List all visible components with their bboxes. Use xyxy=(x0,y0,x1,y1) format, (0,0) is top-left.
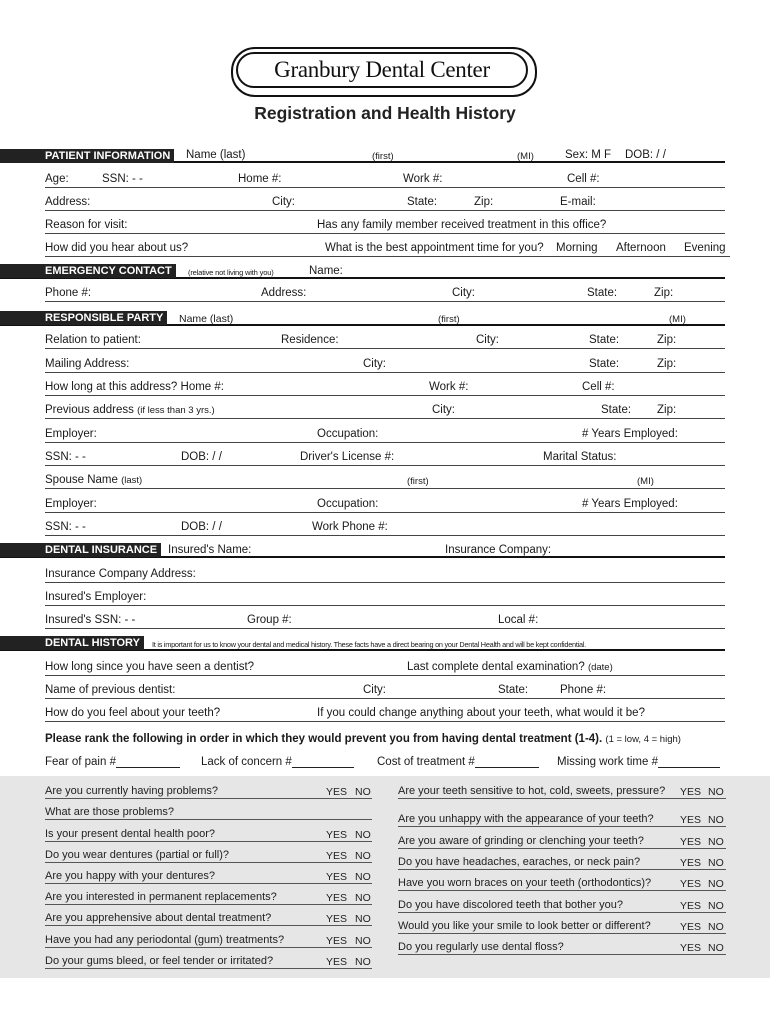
field-line[interactable] xyxy=(45,628,725,629)
no-option[interactable]: NO xyxy=(708,857,724,869)
label-employer: Employer: xyxy=(45,428,97,440)
yes-option[interactable]: YES xyxy=(680,900,702,912)
no-option[interactable]: NO xyxy=(708,786,724,798)
field-line[interactable] xyxy=(45,187,725,188)
label-state: State: xyxy=(601,404,632,416)
label-mailing: Mailing Address: xyxy=(45,358,130,370)
field-line[interactable] xyxy=(45,348,725,349)
question-rule xyxy=(398,826,726,827)
label-feel-teeth: How do you feel about your teeth? xyxy=(45,707,221,719)
label-previous-dentist: Name of previous dentist: xyxy=(45,684,176,696)
label-state: State: xyxy=(498,684,529,696)
field-line[interactable] xyxy=(45,465,725,466)
label-since-dentist: How long since you have seen a dentist? xyxy=(45,661,255,673)
no-option[interactable]: NO xyxy=(355,850,371,862)
label-sex: Sex: M F xyxy=(565,149,612,161)
label-work-phone: Work #: xyxy=(429,381,469,393)
label-spouse-work-phone: Work Phone #: xyxy=(312,521,388,533)
question-label: Have you had any periodontal (gum) treatments? xyxy=(45,934,285,946)
question-label: Are you apprehensive about dental treatment? xyxy=(45,912,272,924)
no-option[interactable]: NO xyxy=(708,814,724,826)
label-relation: Relation to patient: xyxy=(45,334,141,346)
yes-option[interactable]: YES xyxy=(326,956,348,968)
label-city: City: xyxy=(363,684,386,696)
label-state: State: xyxy=(407,196,438,208)
label-city: City: xyxy=(272,196,295,208)
question-rule xyxy=(45,862,372,863)
field-line[interactable] xyxy=(45,418,725,419)
yes-option[interactable]: YES xyxy=(680,878,702,890)
label-emergency-state: State: xyxy=(587,287,618,299)
yes-option[interactable]: YES xyxy=(326,786,348,798)
label-first: (first) xyxy=(372,151,394,162)
yes-option[interactable]: YES xyxy=(680,942,702,954)
question-rule xyxy=(398,848,726,849)
question-label: Would you like your smile to look better or different? xyxy=(398,920,651,932)
question-label: Do you have headaches, earaches, or neck pain? xyxy=(398,856,641,868)
label-insured-name: Insured's Name: xyxy=(168,544,252,556)
rank-cost-of-treatment[interactable]: Cost of treatment # xyxy=(377,756,539,768)
no-option[interactable]: NO xyxy=(708,942,724,954)
label-best-time: What is the best appointment time for you? xyxy=(325,242,544,254)
question-rule xyxy=(398,912,726,913)
label-zip: Zip: xyxy=(657,334,677,346)
label-emergency-note: (relative not living with you) xyxy=(188,268,274,277)
label-occupation: Occupation: xyxy=(317,428,379,440)
label-address: Address: xyxy=(45,196,91,208)
question-rule xyxy=(45,841,372,842)
field-line[interactable] xyxy=(45,233,725,234)
yes-option[interactable]: YES xyxy=(326,935,348,947)
label-dob: DOB: / / xyxy=(625,149,666,161)
label-spouse-employer: Employer: xyxy=(45,498,97,510)
label-responsible-name: Name (last) xyxy=(179,313,234,325)
field-line[interactable] xyxy=(45,442,725,443)
no-option[interactable]: NO xyxy=(708,921,724,933)
label-how-long: How long at this address? Home #: xyxy=(45,381,224,393)
label-cell-phone: Cell #: xyxy=(582,381,615,393)
question-rule xyxy=(45,883,372,884)
label-spouse-mi: (MI) xyxy=(637,476,654,487)
field-line[interactable] xyxy=(45,210,725,211)
question-rule xyxy=(398,869,726,870)
label-spouse-dob: DOB: / / xyxy=(181,521,222,533)
label-spouse-years: # Years Employed: xyxy=(582,498,678,510)
label-zip: Zip: xyxy=(474,196,494,208)
label-local: Local #: xyxy=(498,614,539,626)
label-insurance-address: Insurance Company Address: xyxy=(45,568,196,580)
label-dob: DOB: / / xyxy=(181,451,222,463)
question-rule xyxy=(398,798,726,799)
no-option[interactable]: NO xyxy=(708,900,724,912)
label-last-exam: Last complete dental examination? (date) xyxy=(407,661,613,673)
field-line[interactable] xyxy=(45,488,725,489)
rank-fear-of-pain[interactable]: Fear of pain # xyxy=(45,756,180,768)
yes-option[interactable]: YES xyxy=(680,836,702,848)
yes-option[interactable]: YES xyxy=(326,850,348,862)
question-rule xyxy=(398,933,726,934)
field-line[interactable] xyxy=(45,301,725,302)
question-label: Are your teeth sensitive to hot, cold, sweets, pressure? xyxy=(398,785,666,797)
question-label: Do you have discolored teeth that bother you? xyxy=(398,899,624,911)
section-header-insurance: DENTAL INSURANCE xyxy=(0,543,161,557)
label-history-note: It is important for us to know your dental and medical history. These facts have a direct bearing on your Dental Health and will be kept confidential. xyxy=(152,640,586,649)
question-label: What are those problems? xyxy=(45,806,175,818)
label-state: State: xyxy=(589,334,620,346)
no-option[interactable]: NO xyxy=(355,892,371,904)
label-change-teeth: If you could change anything about your teeth, what would it be? xyxy=(317,707,645,719)
no-option[interactable]: NO xyxy=(355,913,371,925)
label-name-last: Name (last) xyxy=(186,149,246,161)
yes-option[interactable]: YES xyxy=(326,829,348,841)
option-afternoon[interactable]: Afternoon xyxy=(616,242,666,254)
question-label: Are you unhappy with the appearance of your teeth? xyxy=(398,813,654,825)
label-city: City: xyxy=(363,358,386,370)
label-hear-about: How did you hear about us? xyxy=(45,242,189,254)
field-line[interactable] xyxy=(45,698,725,699)
yes-option[interactable]: YES xyxy=(680,921,702,933)
label-insured-ssn: Insured's SSN: - - xyxy=(45,614,136,626)
label-city: City: xyxy=(476,334,499,346)
section-header-emergency: EMERGENCY CONTACT xyxy=(0,264,176,278)
question-label: Do you regularly use dental floss? xyxy=(398,941,564,953)
label-responsible-mi: (MI) xyxy=(669,314,686,325)
yes-option[interactable]: YES xyxy=(326,871,348,883)
question-rule xyxy=(45,925,372,926)
question-label: Are you interested in permanent replacements? xyxy=(45,891,277,903)
label-years-employed: # Years Employed: xyxy=(582,428,678,440)
logo-text: Granbury Dental Center xyxy=(236,52,528,88)
question-rule xyxy=(45,798,372,799)
label-city: City: xyxy=(432,404,455,416)
no-option[interactable]: NO xyxy=(355,871,371,883)
label-emergency-name: Name: xyxy=(309,265,343,277)
section-header-responsible: RESPONSIBLE PARTY xyxy=(0,311,167,325)
field-line[interactable] xyxy=(45,372,725,373)
rank-missing-work[interactable]: Missing work time # xyxy=(557,756,720,768)
label-spouse-occupation: Occupation: xyxy=(317,498,379,510)
no-option[interactable]: NO xyxy=(355,829,371,841)
label-age: Age: xyxy=(45,173,69,185)
question-rule xyxy=(45,968,372,969)
question-label: Are you happy with your dentures? xyxy=(45,870,215,882)
label-work-phone: Work #: xyxy=(403,173,443,185)
label-email: E-mail: xyxy=(560,196,596,208)
yes-option[interactable]: YES xyxy=(680,814,702,826)
no-option[interactable]: NO xyxy=(355,935,371,947)
question-label: Do your gums bleed, or feel tender or irritated? xyxy=(45,955,274,967)
label-group: Group #: xyxy=(247,614,292,626)
rank-lack-of-concern[interactable]: Lack of concern # xyxy=(201,756,354,768)
no-option[interactable]: NO xyxy=(355,956,371,968)
label-emergency-phone: Phone #: xyxy=(45,287,92,299)
label-spouse-ssn: SSN: - - xyxy=(45,521,86,533)
question-rule xyxy=(398,890,726,891)
label-previous-address: Previous address (if less than 3 yrs.) xyxy=(45,404,215,416)
label-ssn: SSN: - - xyxy=(45,451,86,463)
label-state: State: xyxy=(589,358,620,370)
question-label: Are you aware of grinding or clenching your teeth? xyxy=(398,835,644,847)
field-line[interactable] xyxy=(45,535,725,536)
label-spouse-first: (first) xyxy=(407,476,429,487)
label-reason: Reason for visit: xyxy=(45,219,128,231)
question-rule xyxy=(45,819,372,820)
label-phone: Phone #: xyxy=(560,684,607,696)
question-rule xyxy=(45,947,372,948)
label-insurance-company: Insurance Company: xyxy=(445,544,552,556)
yes-option[interactable]: YES xyxy=(326,892,348,904)
label-family-treatment: Has any family member received treatment in this office? xyxy=(317,219,607,231)
label-responsible-first: (first) xyxy=(438,314,460,325)
page-title: Registration and Health History xyxy=(254,103,516,123)
field-line[interactable] xyxy=(45,605,725,606)
question-rule xyxy=(398,954,726,955)
section-header-patient: PATIENT INFORMATION xyxy=(0,149,174,163)
field-line[interactable] xyxy=(45,512,725,513)
question-label: Is your present dental health poor? xyxy=(45,828,216,840)
label-emergency-city: City: xyxy=(452,287,475,299)
field-line[interactable] xyxy=(45,256,730,257)
no-option[interactable]: NO xyxy=(708,836,724,848)
field-line[interactable] xyxy=(45,675,725,676)
yes-option[interactable]: YES xyxy=(326,913,348,925)
field-line[interactable] xyxy=(45,721,725,722)
label-zip: Zip: xyxy=(657,404,677,416)
rank-instruction: Please rank the following in order in which they would prevent you from having dental treatment (1-4). (1 = low, 4 = high) xyxy=(45,733,681,745)
label-mi: (MI) xyxy=(517,151,534,162)
yes-option[interactable]: YES xyxy=(680,857,702,869)
question-label: Are you currently having problems? xyxy=(45,785,219,797)
label-home-phone: Home #: xyxy=(238,173,282,185)
label-cell-phone: Cell #: xyxy=(567,173,600,185)
question-label: Have you worn braces on your teeth (orthodontics)? xyxy=(398,877,652,889)
yes-option[interactable]: YES xyxy=(680,786,702,798)
label-ssn: SSN: - - xyxy=(102,173,143,185)
field-line[interactable] xyxy=(45,582,725,583)
option-evening[interactable]: Evening xyxy=(684,242,726,254)
label-emergency-zip: Zip: xyxy=(654,287,674,299)
label-spouse-name: Spouse Name (last) xyxy=(45,474,143,486)
label-drivers-license: Driver's License #: xyxy=(300,451,395,463)
option-morning[interactable]: Morning xyxy=(556,242,598,254)
question-label: Do you wear dentures (partial or full)? xyxy=(45,849,230,861)
label-zip: Zip: xyxy=(657,358,677,370)
question-rule xyxy=(45,904,372,905)
label-residence: Residence: xyxy=(281,334,339,346)
no-option[interactable]: NO xyxy=(708,878,724,890)
label-insured-employer: Insured's Employer: xyxy=(45,591,147,603)
field-line[interactable] xyxy=(45,395,725,396)
section-header-history: DENTAL HISTORY xyxy=(0,636,144,650)
logo xyxy=(231,47,537,95)
label-marital-status: Marital Status: xyxy=(543,451,617,463)
no-option[interactable]: NO xyxy=(355,786,371,798)
label-emergency-address: Address: xyxy=(261,287,307,299)
